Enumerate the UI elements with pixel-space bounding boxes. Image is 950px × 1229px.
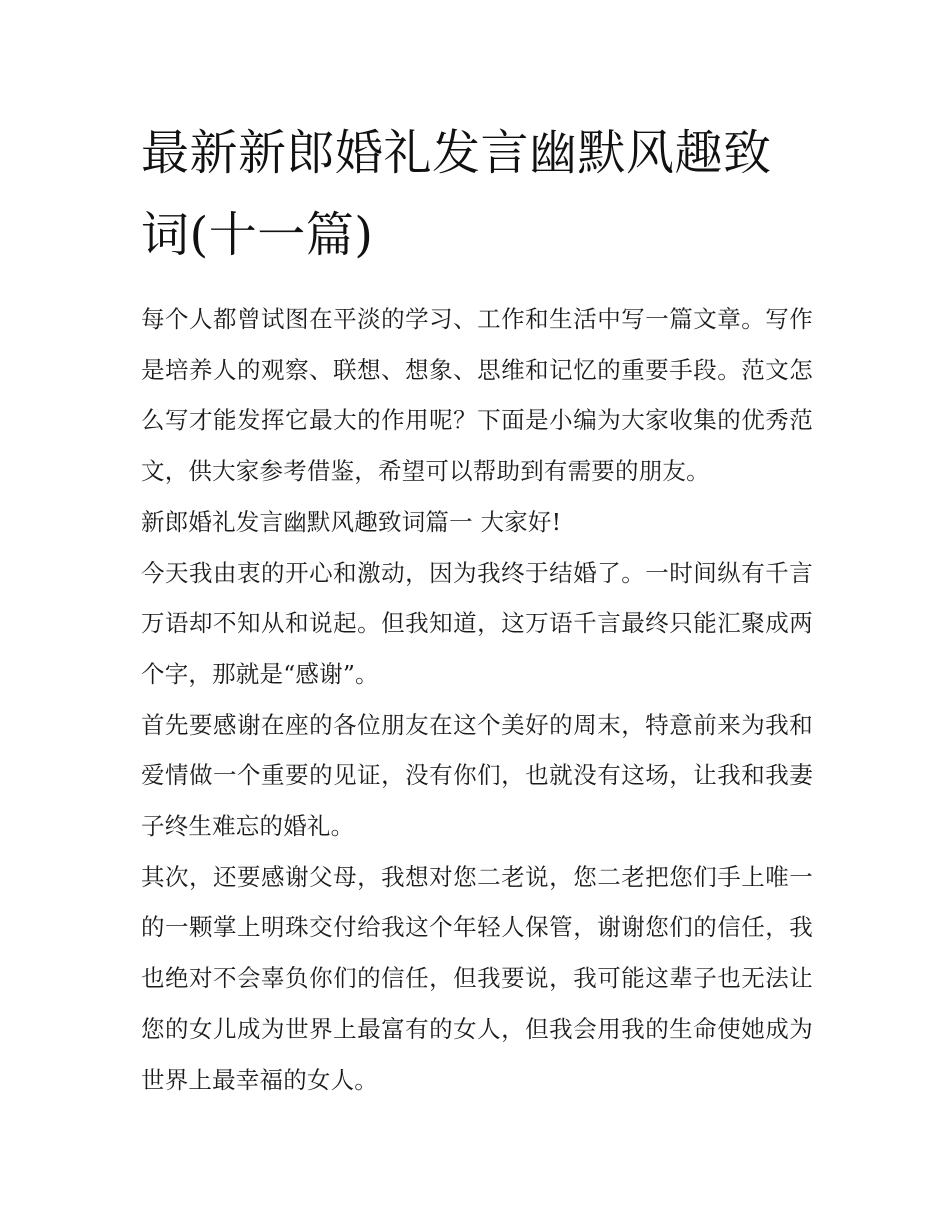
document-content xyxy=(141,112,813,1105)
paragraph-section-heading: 新郎婚礼发言幽默风趣致词篇一 大家好! xyxy=(141,507,562,536)
paragraph-thanks-parents: 其次，还要感谢父母，我想对您二老说，您二老把您们手上唯一的一颗掌上明珠交付给我这个年轻人保管，谢谢您们的信任，我也绝对不会辜负你们的信任，但我要说，我可能这辈子也无法让您的女儿成为世界上最富有的女人，但我会用我的生命使她成为世界上最幸福的女人。 xyxy=(141,862,813,1094)
document-body xyxy=(141,294,813,1105)
document-title: 最新新郎婚礼发言幽默风趣致词(十一篇) xyxy=(141,125,772,263)
paragraph-gratitude: 今天我由衷的开心和激动，因为我终于结婚了。一时间纵有千言万语却不知从和说起。但我知道，这万语千言最终只能汇聚成两个字，那就是“感谢”。 xyxy=(141,558,813,688)
paragraph-thanks-friends: 首先要感谢在座的各位朋友在这个美好的周末，特意前来为我和爱情做一个重要的见证，没有你们，也就没有这场，让我和我妻子终生难忘的婚礼。 xyxy=(141,710,813,841)
paragraph-intro: 每个人都曾试图在平淡的学习、工作和生活中写一篇文章。写作是培养人的观察、联想、想象、思维和记忆的重要手段。范文怎么写才能发挥它最大的作用呢？下面是小编为大家收集的优秀范文，供大家参考借鉴，希望可以帮助到有需要的朋友。 xyxy=(141,305,813,486)
